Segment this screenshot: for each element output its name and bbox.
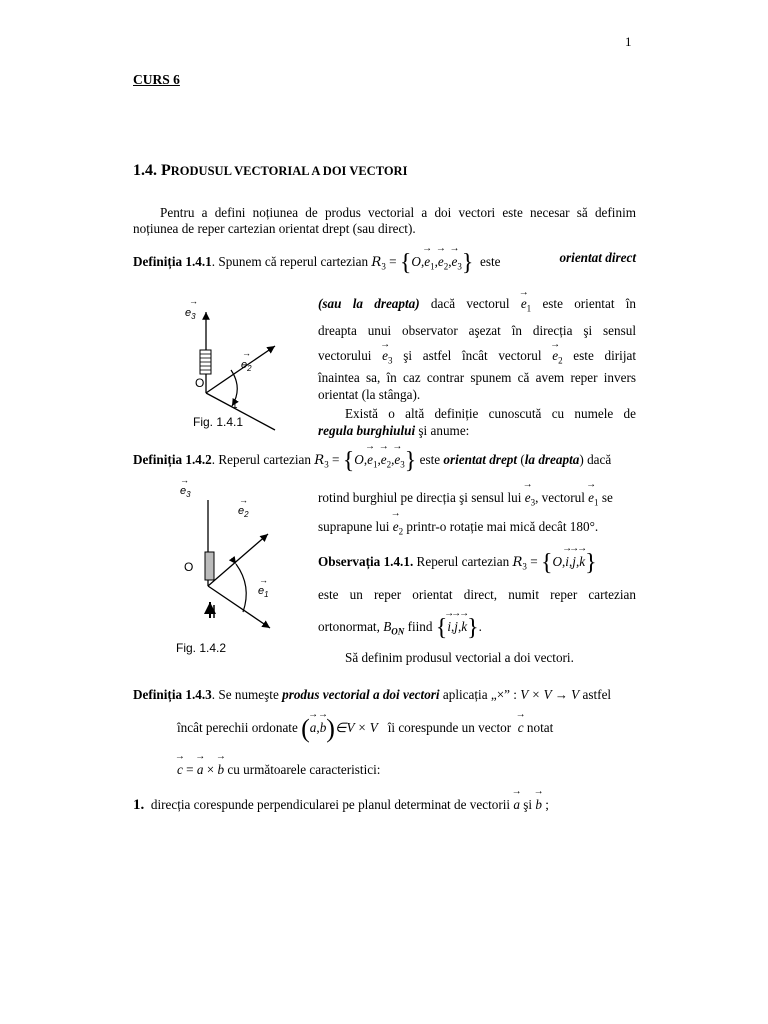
def143-l2-c: îi corespunde un vector	[387, 720, 512, 735]
right-paragraph	[318, 295, 636, 439]
obs-line-4: Să definim produsul vectorial a doi vectori.	[345, 650, 574, 665]
vec-e2	[438, 254, 444, 270]
left-brace: {	[540, 550, 553, 576]
vec-b	[320, 720, 327, 736]
b-letter: b	[535, 797, 542, 812]
fig2-e2-sub: 2	[244, 510, 249, 519]
rp-text-a: dacă vectorul	[430, 296, 510, 311]
item1-text: direcția corespunde perpendicularei pe planul determinat de vectorii	[150, 797, 511, 812]
right-brace: }	[467, 615, 479, 641]
obs-text: Reperul cartezian	[416, 554, 510, 569]
def143-line-3	[177, 762, 380, 778]
vec-e2	[381, 452, 387, 468]
left-brace: {	[435, 615, 448, 641]
list-item-1	[133, 797, 636, 814]
eq-sign: =	[530, 554, 538, 569]
fig2-e2-letter: e	[238, 505, 245, 517]
a-letter: a	[309, 720, 317, 735]
vec-c	[177, 762, 183, 778]
definition-1-4-1	[133, 250, 636, 277]
vec-e1	[521, 295, 527, 312]
right-brace: }	[585, 550, 597, 576]
e-letter: e	[552, 347, 559, 363]
vec-e1	[367, 452, 373, 468]
def142-tail-b: dacă	[587, 452, 612, 467]
sub-1: 1	[594, 497, 599, 508]
fig1-e3-arrow: →	[189, 298, 198, 306]
left-paren: (	[301, 714, 310, 743]
comma: ,	[575, 554, 580, 569]
intro-line-1: Pentru a defini noțiunea de produs vectorial a doi vectori este necesar să definim	[160, 205, 636, 220]
p2-b: , vectorul	[535, 490, 585, 505]
obs-line-3	[318, 615, 636, 642]
a-letter: a	[513, 797, 520, 812]
j-letter: j	[572, 554, 576, 569]
fig1-e2-sub: 2	[247, 364, 252, 373]
def143-line-2	[177, 714, 637, 744]
vec-e3	[525, 490, 531, 506]
def141-emph: orientat direct	[559, 250, 636, 265]
e-letter: e	[451, 254, 458, 269]
vec-e3	[394, 452, 400, 468]
fig1-e3-letter: e	[185, 307, 192, 319]
def143-emph: produs vectorial a doi vectori	[282, 687, 440, 702]
comma: ,	[377, 452, 381, 467]
fig2-e3-label	[180, 485, 191, 499]
section-title-rest: RODUSUL VECTORIAL A DOI VECTORI	[170, 164, 408, 178]
rp-line-5: orientat (la stânga).	[318, 387, 421, 403]
left-brace: {	[399, 250, 412, 276]
e-letter: e	[367, 452, 373, 467]
fig1-origin: O	[195, 376, 205, 390]
sub-1: 1	[430, 261, 435, 272]
fig2-e1-letter: e	[258, 585, 265, 597]
e-letter: e	[380, 452, 387, 467]
e-letter: e	[524, 490, 531, 505]
section-first-letter: P	[161, 162, 171, 179]
fig2-e1-arrow: →	[259, 575, 268, 585]
comma: ,	[434, 254, 438, 269]
origin-symbol: O	[411, 254, 421, 269]
rp-l3-b: şi astfel încât vectorul	[403, 347, 542, 363]
sub-2: 2	[558, 355, 563, 366]
observation-1-4-1	[318, 550, 636, 577]
item1-and: şi	[523, 797, 533, 812]
e-letter: e	[588, 490, 595, 505]
def143-app: aplicația „×” :	[442, 687, 517, 702]
rp-line-2: dreapta unui observator aşezat în direcția şi sensul	[318, 322, 636, 338]
basis-sub: ON	[391, 626, 405, 637]
def142-paren-emph: la dreapta	[524, 452, 580, 467]
comma: ,	[568, 554, 573, 569]
rp-l7-emph: regula burghiului	[318, 423, 416, 439]
item1-end: ;	[545, 797, 549, 812]
item1-number: 1.	[133, 797, 145, 813]
fig2-e2-arrow: →	[239, 495, 248, 505]
def143-l2-a: încât perechii ordonate	[177, 720, 298, 735]
def143-label: Definiția 1.4.3	[133, 687, 212, 702]
origin-symbol: O	[354, 452, 364, 467]
fig2-e1-sub: 1	[264, 590, 269, 599]
frame-sub: 3	[522, 561, 527, 572]
basis-symbol: B	[383, 619, 392, 634]
times-sign: ×	[206, 762, 215, 777]
comma: ,	[562, 554, 566, 569]
comma: ,	[457, 619, 462, 634]
rp-line-1	[318, 295, 636, 318]
vec-a	[197, 762, 204, 778]
fig1-e2-letter: e	[241, 359, 248, 371]
rp-line-6: Există o altă definiție cunoscută cu numele de	[345, 406, 636, 422]
obs-l3-b: fiind	[407, 619, 433, 634]
period: .	[478, 619, 482, 634]
p2-l2-a: suprapune lui	[318, 519, 390, 534]
b-letter: b	[319, 720, 327, 735]
vec-k	[579, 554, 585, 570]
fig2-e3-arrow: →	[180, 478, 189, 485]
comma: ,	[316, 720, 320, 735]
vec-e1	[588, 490, 594, 506]
vec-i	[447, 619, 451, 635]
fig1-caption: Fig. 1.4.1	[193, 415, 244, 429]
course-title: CURS 6	[133, 72, 180, 87]
def143-l3-tail: cu următoarele caracteristici:	[227, 762, 381, 777]
fig1-e1-mark: 1	[232, 400, 238, 411]
frame-symbol: R	[314, 453, 325, 468]
e-letter: e	[392, 519, 399, 534]
comma: ,	[448, 254, 452, 269]
sub-2: 2	[386, 459, 392, 470]
def142-emph: orientat drept	[443, 452, 518, 467]
fig2-e3-sub: 3	[186, 490, 191, 499]
rp-line-3	[318, 347, 636, 370]
rp-text-b: este orientat în	[542, 296, 636, 311]
def141-text: . Spunem că reperul cartezian	[211, 254, 369, 269]
vec-b	[535, 797, 542, 813]
fig1-e3-sub: 3	[191, 312, 196, 321]
b-letter: b	[217, 762, 225, 777]
screw-body	[205, 552, 214, 580]
para2-line-2	[318, 519, 636, 537]
obs-l3-a: ortonormat,	[318, 619, 380, 634]
sub-2: 2	[443, 261, 449, 272]
eq-sign: =	[186, 762, 194, 777]
i-letter: i	[565, 554, 569, 569]
vec-a	[513, 797, 520, 813]
comma: ,	[363, 452, 368, 467]
fig2-caption: Fig. 1.4.2	[176, 641, 227, 655]
definition-1-4-2: Definiția 1.4.2. Reperul cartezian $R_3 = \{O,\to e_1,\to e_2,\to e_3\}$ este orientat drept (la dreapta) dacă	[133, 448, 636, 475]
right-brace: }	[461, 250, 474, 276]
sub-3: 3	[457, 261, 462, 272]
sub-3: 3	[400, 459, 405, 470]
vec-k	[461, 619, 467, 635]
frame-sub: 3	[381, 261, 386, 272]
c-letter: c	[517, 720, 524, 735]
e-letter: e	[520, 296, 527, 311]
def141-label: Definiția 1.4.1	[133, 254, 212, 269]
sub-1: 1	[526, 303, 532, 314]
vec-e2	[552, 347, 558, 364]
rp-line-4: înaintea sa, în caz contrar spunem că avem reper invers	[318, 370, 636, 386]
fig1-e2-label	[241, 359, 252, 373]
fig2-e3-letter: e	[180, 485, 187, 497]
vec-e3	[382, 347, 388, 364]
e-letter: e	[424, 254, 431, 269]
frame-symbol: R	[371, 255, 382, 270]
left-brace: {	[342, 448, 355, 474]
vec-e2	[393, 519, 399, 535]
c-letter: c	[177, 762, 183, 777]
para2-line-1	[318, 490, 636, 508]
sub-3: 3	[530, 497, 536, 508]
figure-1-4-2	[170, 478, 310, 638]
def143-l2-d: notat	[526, 720, 554, 735]
def142-label: Definiția 1.4.2	[133, 452, 212, 467]
vec-i	[565, 554, 569, 570]
rp-l7-tail: şi anume:	[418, 423, 470, 439]
vec-c	[518, 720, 524, 736]
rp-l3-a: vectorului	[318, 347, 372, 363]
e-letter: e	[382, 347, 389, 363]
vec-a	[309, 720, 320, 736]
comma: ,	[420, 254, 425, 269]
figure-1-4-1	[175, 298, 315, 433]
k-letter: k	[579, 554, 586, 569]
fig1-e2-arrow: →	[242, 348, 251, 358]
fig1-e3-label	[185, 307, 196, 321]
fig2-origin: O	[184, 560, 194, 574]
frame-symbol: R	[512, 555, 523, 570]
def141-tail: este	[480, 254, 501, 269]
page-number: 1	[625, 34, 632, 49]
vec-j	[572, 554, 576, 570]
sub-3: 3	[388, 355, 393, 366]
rotation-arc	[236, 564, 246, 612]
rp-emph: (sau la dreapta)	[318, 296, 420, 311]
def142-tail-a: este	[419, 452, 441, 467]
intro-line-2: noțiunea de reper cartezian orientat drept (sau direct).	[133, 221, 416, 236]
rp-l3-c: este dirijat	[573, 347, 636, 363]
right-paren: )	[326, 714, 335, 743]
sub-2: 2	[398, 526, 404, 537]
p2-c: se	[601, 490, 613, 505]
vec-j	[454, 619, 458, 635]
frame-sub: 3	[324, 459, 329, 470]
section-number: 1.4.	[133, 162, 157, 179]
j-letter: j	[454, 619, 458, 634]
rp-line-7	[318, 422, 636, 439]
a-letter: a	[196, 762, 204, 777]
section-heading	[133, 162, 407, 180]
eq-sign: =	[389, 254, 397, 269]
k-letter: k	[461, 619, 468, 634]
sub-1: 1	[372, 459, 378, 470]
def142-text: . Reperul cartezian	[211, 452, 311, 467]
vec-b	[218, 762, 225, 778]
p2-a: rotind burghiul pe direcția şi sensul lui	[318, 490, 522, 505]
def143-tail: astfel	[582, 687, 612, 702]
fig2-e1-label	[258, 585, 269, 599]
origin-symbol: O	[552, 554, 562, 569]
e-letter: e	[437, 254, 444, 269]
i-letter: i	[447, 619, 451, 634]
vec-e3	[452, 254, 458, 270]
eq-sign: =	[332, 452, 340, 467]
obs-label: Observația 1.4.1.	[318, 554, 414, 569]
p2-l2-b: printr-o rotație mai mică decât 180°.	[406, 519, 599, 534]
comma: ,	[391, 452, 395, 467]
definition-1-4-3	[133, 687, 636, 703]
e-letter: e	[394, 452, 401, 467]
right-brace: }	[404, 448, 417, 474]
fig2-e2-label	[238, 505, 249, 519]
comma: ,	[450, 619, 455, 634]
vec-e1	[424, 254, 430, 270]
obs-line-2: este un reper orientat direct, numit reper cartezian	[318, 587, 636, 602]
def143-text: . Se numeşte	[211, 687, 279, 702]
def143-l2-b: ∈V × V	[334, 720, 378, 735]
def143-map: V × V → V	[520, 687, 580, 702]
